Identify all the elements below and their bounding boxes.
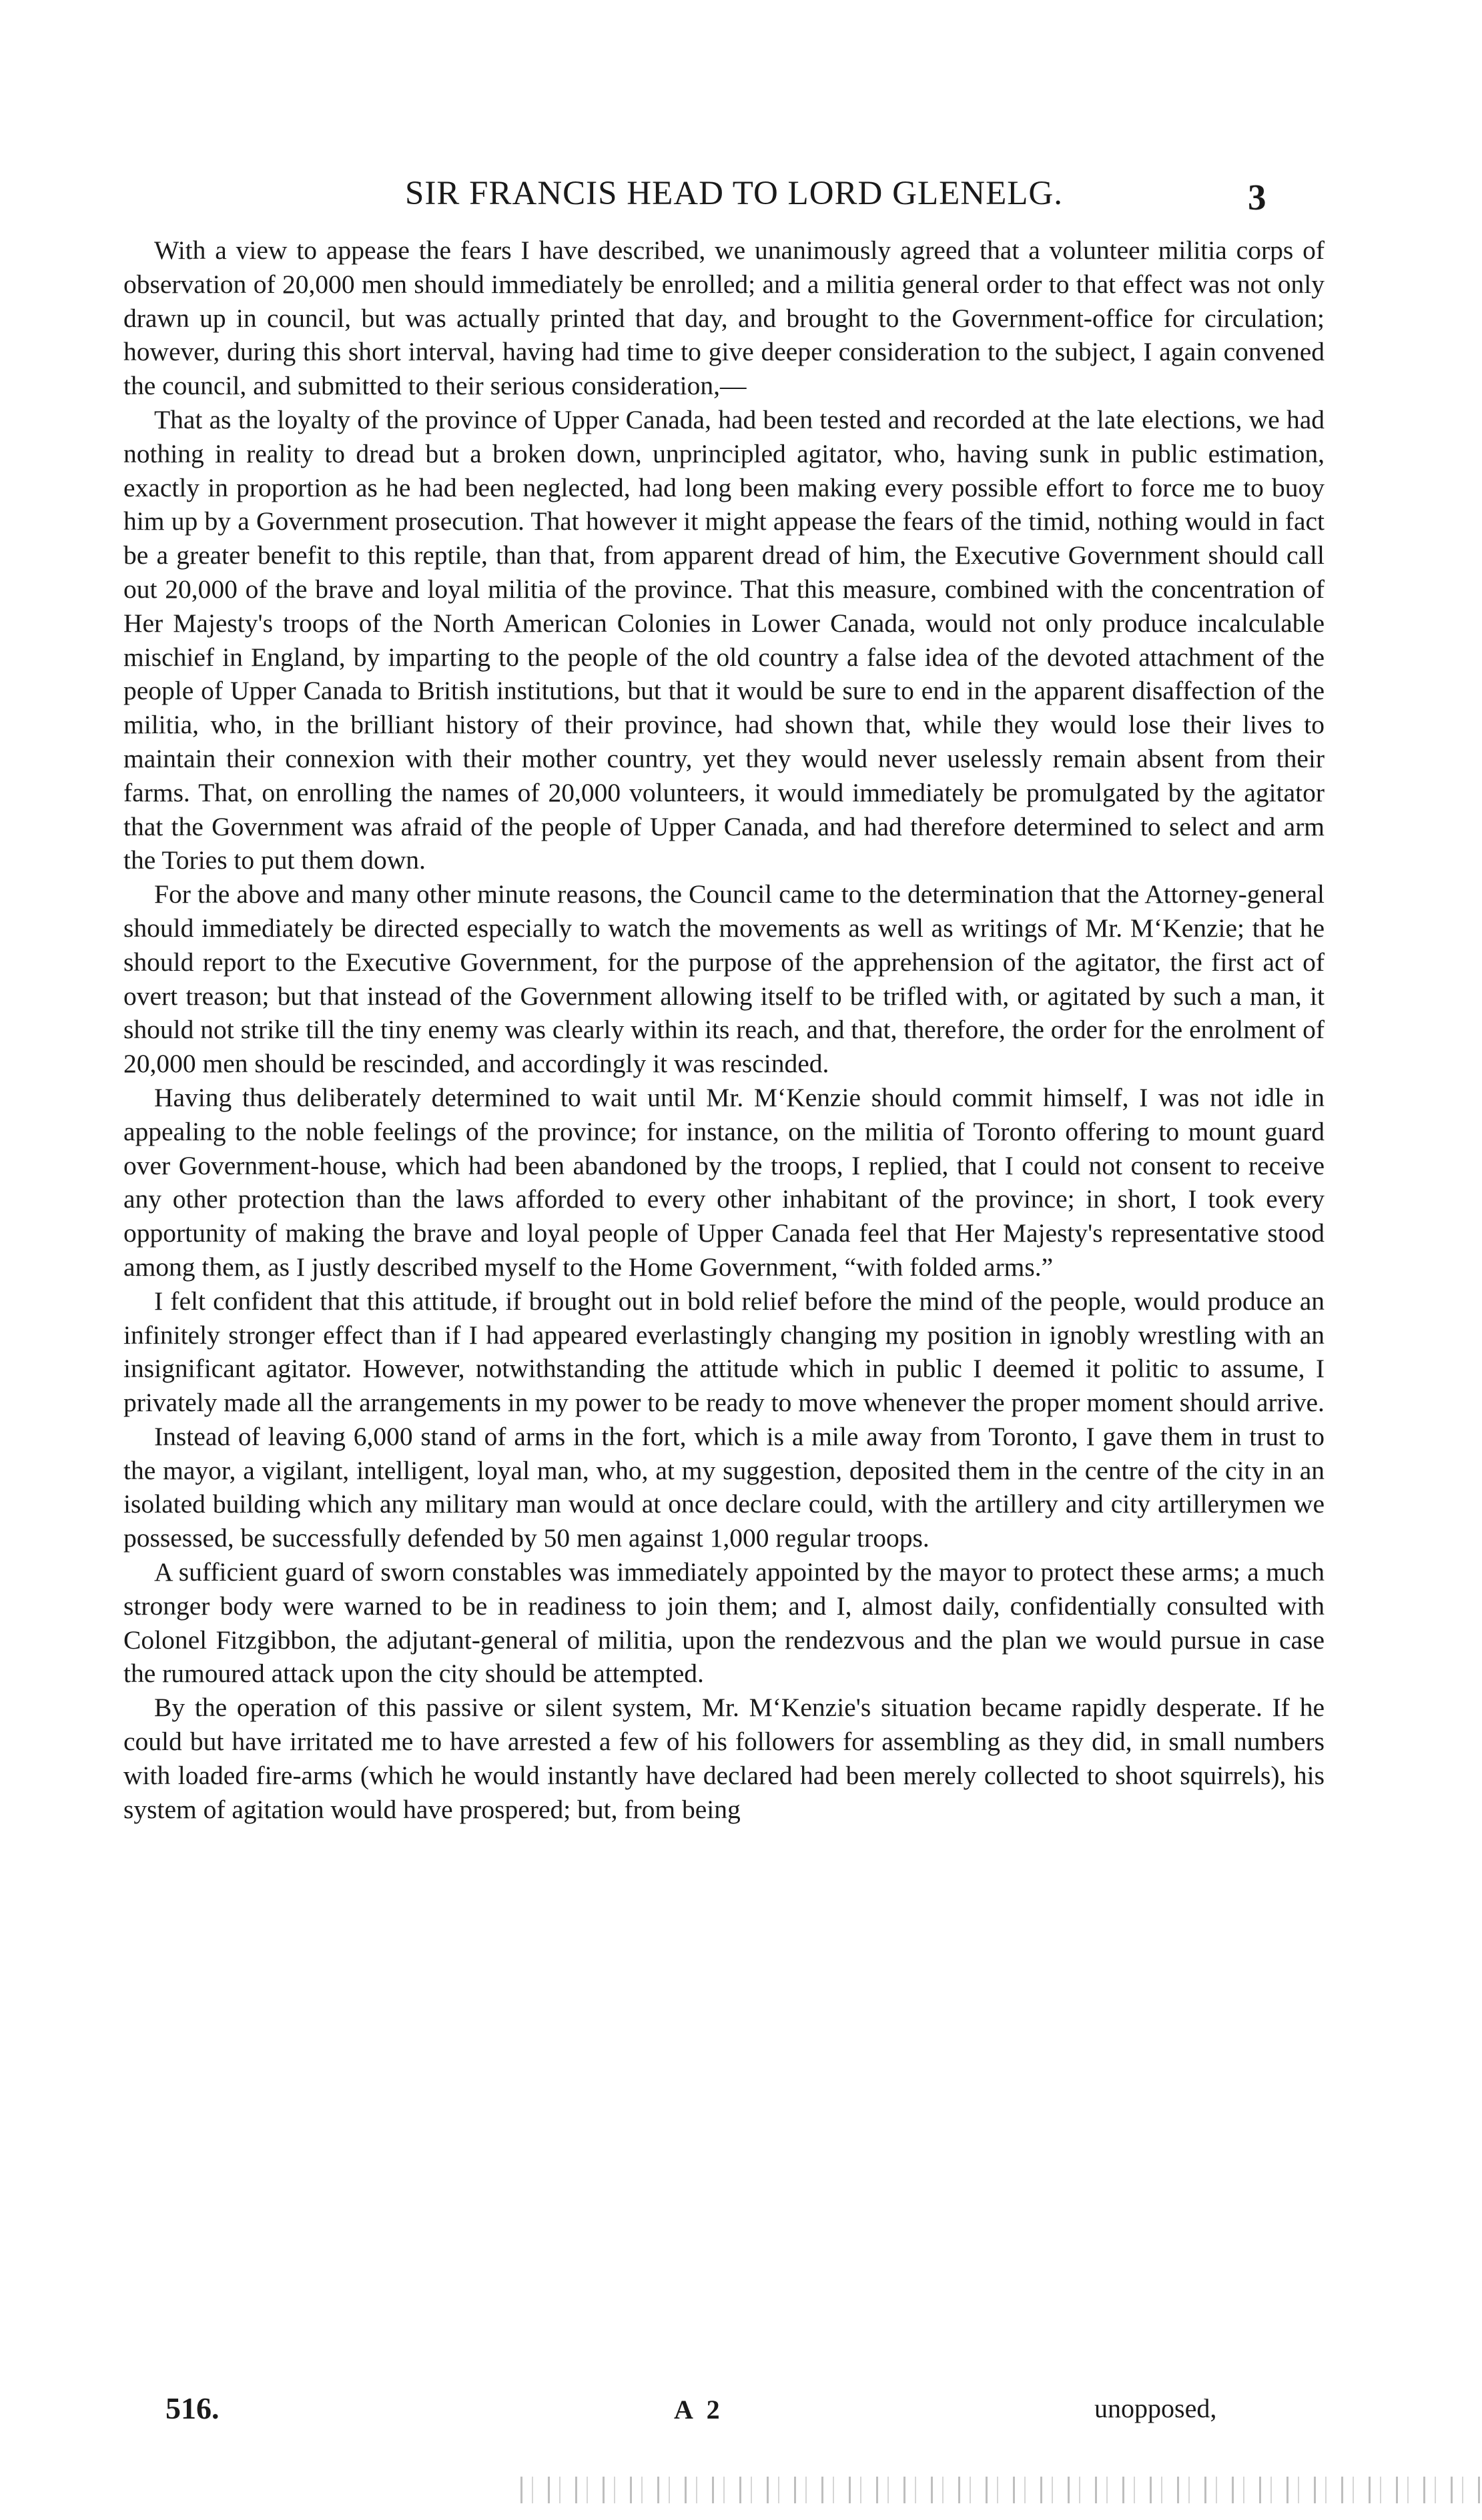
paragraph: For the above and many other minute reasons, the Council came to the determination that the Attorney-general should immediately be directed especially to watch the movements as well as writings of Mr. M‘Kenzie; that he should report to the Executive Government, for the purpose of the apprehension of the agitator, the first act of overt treason; but that instead of the Government allowing itself to be trifled with, or agitated by such a man, it should not strike till the tiny enemy was clearly within its reach, and that, therefore, the order for the enrolment of 20,000 men should be rescinded, and accordingly it was rescinded.	[123, 879, 1325, 1079]
running-head	[0, 170, 1482, 217]
body-text	[123, 234, 1325, 1826]
paragraph: That as the loyalty of the province of Upper Canada, had been tested and recorded at the late elections, we had nothing in reality to dread but a broken down, unprincipled agitator, who, having sunk in public estimation, exactly in proportion as he had been neglected, had long been making every possible effort to force me to buoy him up by a Government prosecution. That however it might appease the fears of the timid, nothing would in fact be a greater benefit to this reptile, than that, from apparent dread of him, the Executive Government should call out 20,000 of the brave and loyal militia of the province. That this measure, combined with the concentration of Her Majesty's troops of the North American Colonies in Lower Canada, would not only produce incalculable mischief in England, by imparting to the people of the old country a false idea of the devoted attachment of the people of Upper Canada to British institutions, but that it would be sure to end in the apparent disaffection of the militia, who, in the brilliant history of their province, had shown that, while they would lose their lives to maintain their connexion with their mother country, yet they would never uselessly remain absent from their farms. That, on enrolling the names of 20,000 volunteers, it would immediately be promulgated by the agitator that the Government was afraid of the people of Upper Canada, and had therefore determined to select and arm the Tories to put them down.	[123, 404, 1325, 875]
signature-mark: 516.	[165, 2391, 220, 2425]
paragraph: Having thus deliberately determined to wait until Mr. M‘Kenzie should commit himself, I was not idle in appealing to the noble feelings of the province; for instance, on the militia of Toronto offering to mount guard over Government-house, which had been abandoned by the troops, I replied, that I could not consent to receive any other protection than the laws afforded to every other inhabitant of the province; in short, I took every opportunity of making the brave and loyal people of Upper Canada feel that Her Majesty's representative stood among them, as I justly described myself to the Home Government, “with folded arms.”	[123, 1082, 1325, 1282]
catchword: unopposed,	[1094, 2393, 1217, 2423]
paragraph: A sufficient guard of sworn constables was immediately appointed by the mayor to protect these arms; a much stronger body were warned to be in readiness to join them; and I, almost daily, confidentially consulted with Colonel Fitzgibbon, the adjutant-general of militia, upon the rendezvous and the plan we would pursue in case the rumoured attack upon the city should be attempted.	[123, 1557, 1325, 1689]
page-footer	[0, 2389, 1482, 2435]
page-number: 3	[1248, 177, 1266, 218]
paragraph: Instead of leaving 6,000 stand of arms in the fort, which is a mile away from Toronto, I gave them in trust to the mayor, a vigilant, intelligent, loyal man, who, at my suggestion, deposited them in the centre of the city in an isolated building which any military man would at once declare could, with the artillery and city artillerymen we possessed, be successfully defended by 50 men against 1,000 regular troops.	[123, 1421, 1325, 1553]
sheet-signature: A 2	[674, 2395, 724, 2425]
paragraph: I felt confident that this attitude, if brought out in bold relief before the mind of the people, would produce an infinitely stronger effect than if I had appeared everlastingly changing my position in ignobly wrestling with an insignificant agitator. However, notwithstanding the attitude which in public I deemed it politic to assume, I privately made all the arrangements in my power to be ready to move whenever the proper moment should arrive.	[123, 1286, 1325, 1418]
scan-artifact	[520, 2477, 1481, 2503]
paragraph: By the operation of this passive or silent system, Mr. M‘Kenzie's situation became rapidly desperate. If he could but have irritated me to have arrested a few of his followers for assembling as they did, in small numbers with loaded fire-arms (which he would instantly have declared had been merely collected to shoot squirrels), his system of agitation would have prospered; but, from being	[123, 1693, 1325, 1824]
paragraph: With a view to appease the fears I have described, we unanimously agreed that a volunteer militia corps of observation of 20,000 men should immediately be enrolled; and a militia general order to that effect was not only drawn up in council, but was actually printed that day, and brought to the Government-office for circulation; however, during this short interval, having had time to give deeper consideration to the subject, I again convened the council, and submitted to their serious consideration,—	[123, 236, 1325, 401]
running-title: SIR FRANCIS HEAD TO LORD GLENELG.	[405, 175, 1063, 212]
